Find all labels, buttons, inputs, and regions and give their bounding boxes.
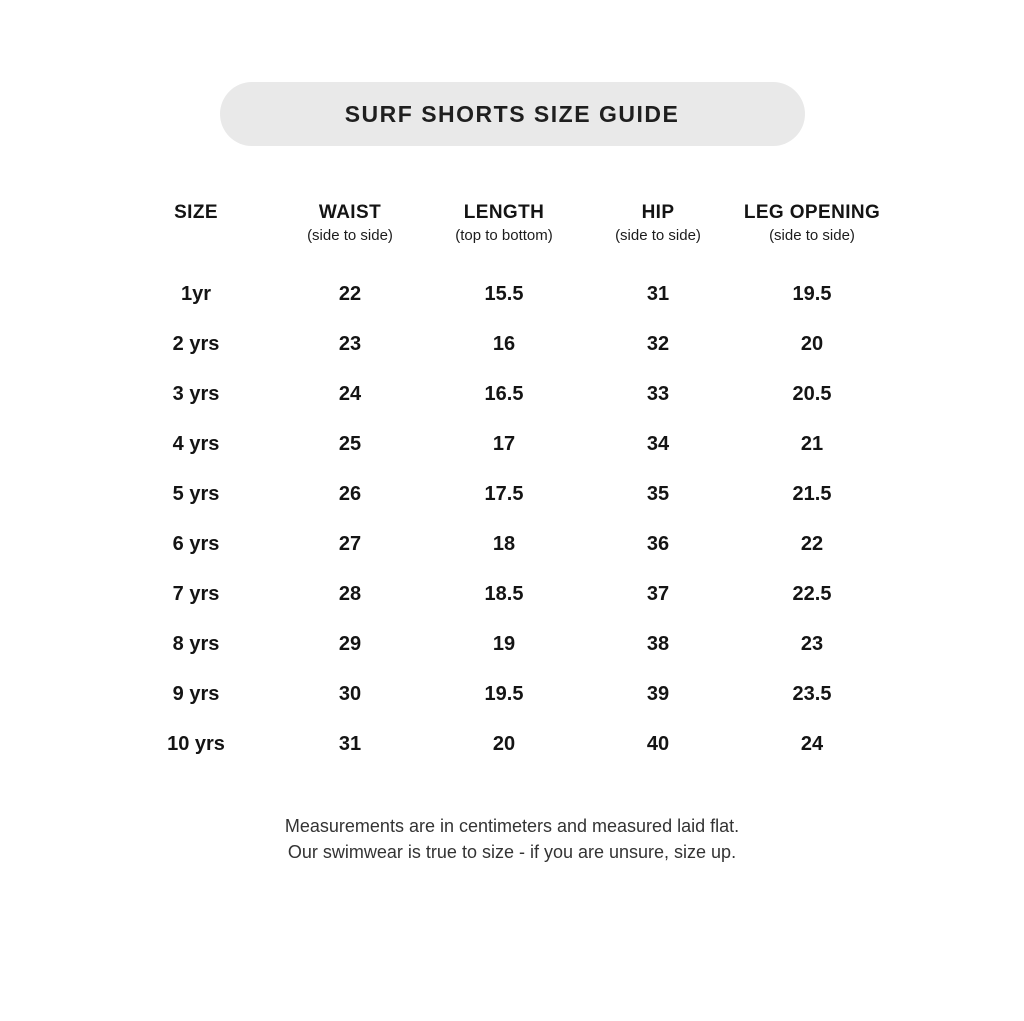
size-cell: 7 yrs — [172, 582, 220, 605]
hip-cell: 36 — [646, 532, 670, 555]
footer-note — [0, 813, 1024, 865]
footer-line-1: Measurements are in centimeters and measured laid flat. — [284, 816, 740, 836]
size-cell: 10 yrs — [167, 732, 225, 755]
column-header-hip — [581, 202, 735, 246]
waist-cell: 29 — [338, 632, 362, 655]
leg-opening-cell: 23.5 — [792, 682, 832, 705]
size-cell: 6 yrs — [172, 532, 220, 555]
hip-cell: 32 — [646, 332, 670, 355]
hip-cell: 38 — [646, 632, 670, 655]
waist-cell: 24 — [338, 382, 362, 405]
hip-cell: 31 — [646, 282, 670, 305]
column-label: SIZE — [174, 202, 218, 223]
hip-cell: 35 — [646, 482, 670, 505]
leg-opening-cell: 21 — [800, 432, 824, 455]
table-body — [119, 269, 889, 769]
footer-line-2: Our swimwear is true to size - if you are unsure, size up. — [287, 842, 737, 862]
length-cell: 17 — [492, 432, 516, 455]
table-header-row — [119, 202, 889, 246]
hip-cell: 39 — [646, 682, 670, 705]
column-label: WAIST — [318, 202, 382, 223]
size-cell: 3 yrs — [172, 382, 220, 405]
size-cell: 5 yrs — [172, 482, 220, 505]
table-row — [119, 319, 889, 369]
length-cell: 19.5 — [484, 682, 524, 705]
column-sublabel: (top to bottom) — [455, 227, 553, 244]
length-cell: 16.5 — [484, 382, 524, 405]
column-header-size — [119, 202, 273, 246]
length-cell: 18 — [492, 532, 516, 555]
table-row — [119, 619, 889, 669]
table-row — [119, 519, 889, 569]
page-title: SURF SHORTS SIZE GUIDE — [344, 100, 680, 127]
table-row — [119, 719, 889, 769]
waist-cell: 27 — [338, 532, 362, 555]
table-row — [119, 469, 889, 519]
waist-cell: 23 — [338, 332, 362, 355]
title-pill — [220, 82, 805, 146]
size-table — [119, 202, 889, 769]
column-sublabel: (side to side) — [615, 227, 701, 244]
length-cell: 19 — [492, 632, 516, 655]
length-cell: 20 — [492, 732, 516, 755]
column-header-length — [427, 202, 581, 246]
leg-opening-cell: 23 — [800, 632, 824, 655]
hip-cell: 37 — [646, 582, 670, 605]
column-sublabel: (side to side) — [769, 227, 855, 244]
size-cell: 2 yrs — [172, 332, 220, 355]
hip-cell: 40 — [646, 732, 670, 755]
hip-cell: 34 — [646, 432, 670, 455]
table-row — [119, 569, 889, 619]
length-cell: 16 — [492, 332, 516, 355]
table-row — [119, 269, 889, 319]
size-guide-page — [0, 82, 1024, 1021]
waist-cell: 28 — [338, 582, 362, 605]
waist-cell: 25 — [338, 432, 362, 455]
column-header-leg-opening — [735, 202, 889, 246]
column-label: LEG OPENING — [743, 202, 881, 223]
hip-cell: 33 — [646, 382, 670, 405]
table-row — [119, 369, 889, 419]
table-row — [119, 419, 889, 469]
length-cell: 17.5 — [484, 482, 524, 505]
size-cell: 9 yrs — [172, 682, 220, 705]
leg-opening-cell: 24 — [800, 732, 824, 755]
waist-cell: 22 — [338, 282, 362, 305]
leg-opening-cell: 19.5 — [792, 282, 832, 305]
leg-opening-cell: 22 — [800, 532, 824, 555]
waist-cell: 31 — [338, 732, 362, 755]
size-cell: 1yr — [180, 282, 212, 305]
size-cell: 8 yrs — [172, 632, 220, 655]
length-cell: 18.5 — [484, 582, 524, 605]
leg-opening-cell: 22.5 — [792, 582, 832, 605]
column-label: HIP — [641, 202, 675, 223]
length-cell: 15.5 — [484, 282, 524, 305]
leg-opening-cell: 21.5 — [792, 482, 832, 505]
leg-opening-cell: 20 — [800, 332, 824, 355]
waist-cell: 26 — [338, 482, 362, 505]
column-header-waist — [273, 202, 427, 246]
size-cell: 4 yrs — [172, 432, 220, 455]
column-label: LENGTH — [463, 202, 545, 223]
table-row — [119, 669, 889, 719]
leg-opening-cell: 20.5 — [792, 382, 832, 405]
column-sublabel: (side to side) — [307, 227, 393, 244]
waist-cell: 30 — [338, 682, 362, 705]
